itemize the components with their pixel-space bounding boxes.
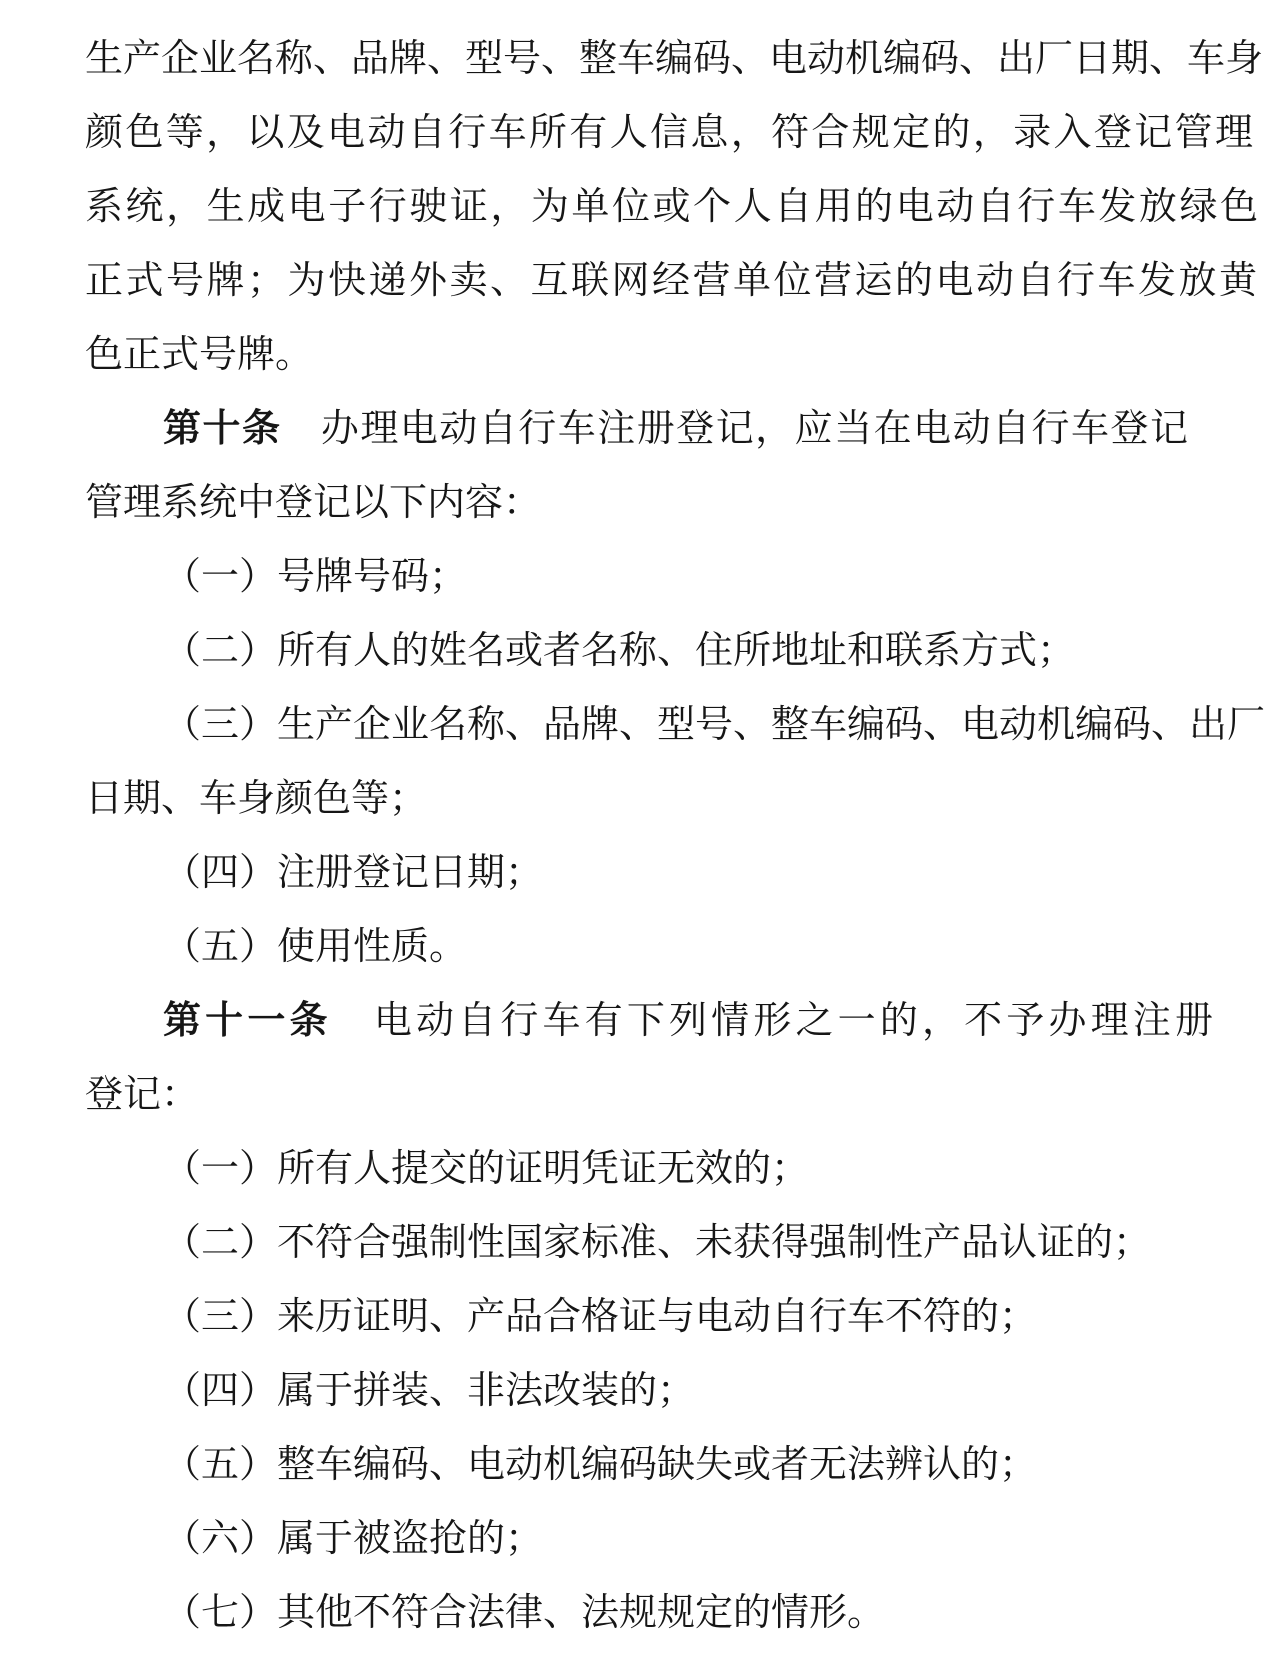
clause-line [163, 1428, 1280, 1502]
line-text: 办理电动自行车注册登记，应当在电动自行车登记 [319, 408, 1188, 450]
line-text: （三）生产企业名称、品牌、型号、整车编码、电动机编码、出厂 [163, 704, 1266, 746]
paragraph-line [85, 170, 1258, 244]
paragraph-line [85, 244, 1257, 318]
clause-line [163, 688, 1280, 762]
line-text: 电动自行车有下列情形之一的，不予办理注册 [369, 1000, 1213, 1042]
article-10-heading-line [163, 392, 1188, 466]
line-text: 管理系统中登记以下内容： [85, 482, 542, 524]
clause-line [163, 614, 1280, 688]
article-11-heading-line [163, 984, 1213, 1058]
paragraph-line [85, 466, 1280, 540]
line-text: （三）来历证明、产品合格证与电动自行车不符的； [163, 1296, 1038, 1338]
line-text: （四）注册登记日期； [163, 852, 544, 894]
clause-line [163, 540, 1280, 614]
clause-line [163, 1354, 1280, 1428]
paragraph-line [85, 1058, 1280, 1132]
line-text: （四）属于拼装、非法改装的； [163, 1370, 696, 1412]
line-text: 生产企业名称、品牌、型号、整车编码、电动机编码、出厂日期、车身 [85, 38, 1264, 80]
line-text: 登记： [85, 1074, 200, 1116]
clause-line [163, 1502, 1280, 1576]
clause-line [163, 1576, 1280, 1650]
line-text: （七）其他不符合法律、法规规定的情形。 [163, 1592, 886, 1634]
paragraph-line [85, 22, 1280, 96]
article-10-number: 第十条 [163, 408, 282, 450]
clause-line [163, 1280, 1280, 1354]
paragraph-line [85, 96, 1253, 170]
paragraph-line [85, 318, 1280, 392]
line-text: （五）使用性质。 [163, 926, 468, 968]
line-text: （二）所有人的姓名或者名称、住所地址和联系方式； [163, 630, 1076, 672]
article-11-number: 第十一条 [163, 1000, 332, 1042]
line-text: 正式号牌；为快递外卖、互联网经营单位营运的电动自行车发放黄 [85, 260, 1257, 302]
clause-line [163, 1206, 1280, 1280]
line-text: 日期、车身颜色等； [85, 778, 428, 820]
line-text: 颜色等，以及电动自行车所有人信息，符合规定的，录入登记管理 [85, 112, 1253, 154]
line-text: （一）所有人提交的证明凭证无效的； [163, 1148, 810, 1190]
line-text: 系统，生成电子行驶证，为单位或个人自用的电动自行车发放绿色 [85, 186, 1258, 228]
clause-line [163, 836, 1280, 910]
line-text: 色正式号牌。 [85, 334, 314, 376]
clause-continuation-line [85, 762, 1280, 836]
line-text: （二）不符合强制性国家标准、未获得强制性产品认证的； [163, 1222, 1152, 1264]
line-text: （五）整车编码、电动机编码缺失或者无法辨认的； [163, 1444, 1038, 1486]
clause-line [163, 1132, 1280, 1206]
line-text: （六）属于被盗抢的； [163, 1518, 544, 1560]
line-text: （一）号牌号码； [163, 556, 468, 598]
clause-line [163, 910, 1280, 984]
